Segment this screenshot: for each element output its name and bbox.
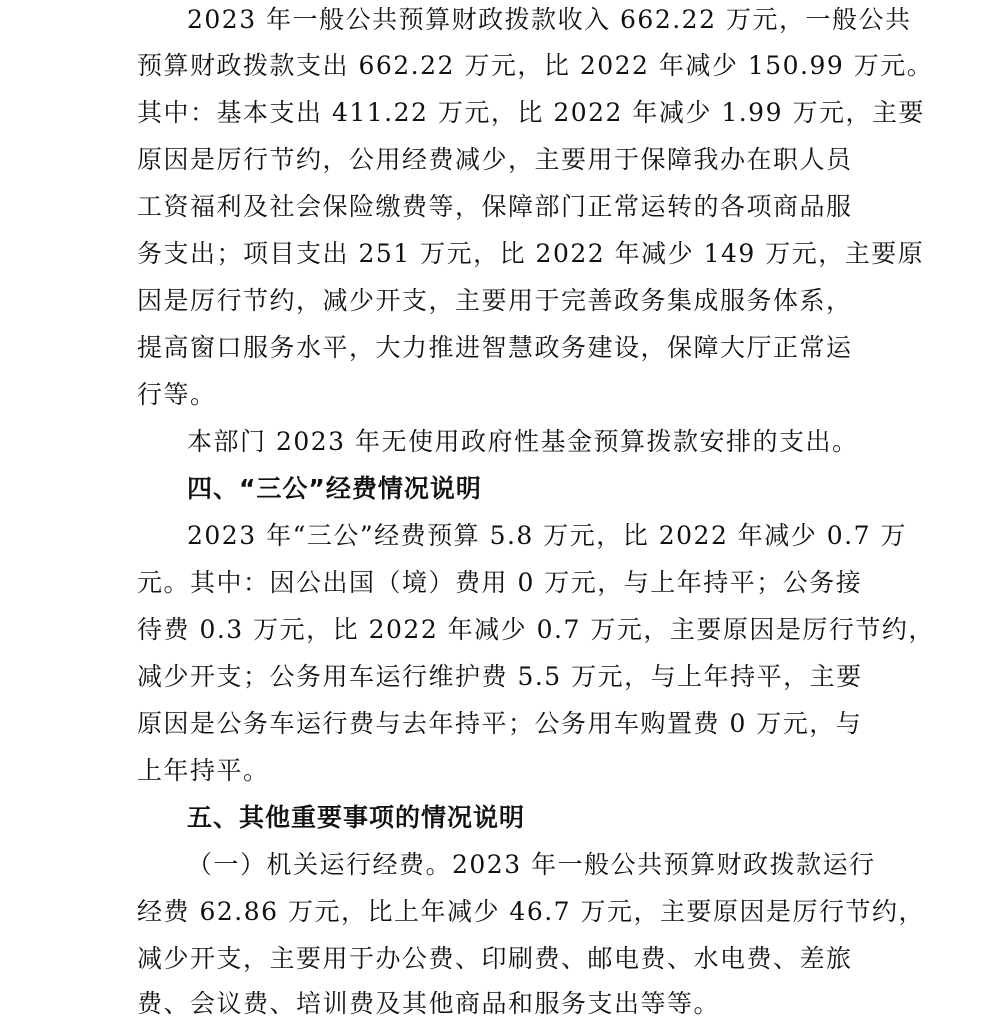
- paragraph-line: 因是厉行节约，减少开支，主要用于完善政务集成服务体系，: [137, 286, 853, 315]
- paragraph-line: 经费 62.86 万元，比上年减少 46.7 万元，主要原因是厉行节约，: [137, 897, 926, 926]
- paragraph-line: 2023 年“三公”经费预算 5.8 万元，比 2022 年减少 0.7 万: [187, 521, 907, 550]
- paragraph-line: 待费 0.3 万元，比 2022 年减少 0.7 万元，主要原因是厉行节约，: [137, 615, 935, 644]
- paragraph-line: 2023 年一般公共预算财政拨款收入 662.22 万元，一般公共: [187, 5, 912, 34]
- paragraph-line: 减少开支；公务用车运行维护费 5.5 万元，与上年持平，主要: [137, 662, 863, 691]
- paragraph-line: 减少开支，主要用于办公费、印刷费、邮电费、水电费、差旅: [137, 944, 853, 973]
- paragraph-line: 上年持平。: [137, 756, 270, 785]
- paragraph-line: 元。其中：因公出国（境）费用 0 万元，与上年持平；公务接: [137, 568, 863, 597]
- paragraph-line: 其中：基本支出 411.22 万元，比 2022 年减少 1.99 万元，主要: [137, 98, 925, 127]
- paragraph-line: 本部门 2023 年无使用政府性基金预算拨款安排的支出。: [187, 427, 859, 456]
- section-heading-five: 五、其他重要事项的情况说明: [187, 803, 526, 832]
- paragraph-line: 原因是厉行节约，公用经费减少，主要用于保障我办在职人员: [137, 145, 853, 174]
- paragraph-line: 费、会议费、培训费及其他商品和服务支出等等。: [137, 989, 721, 1018]
- section-heading-four: 四、“三公”经费情况说明: [187, 474, 482, 503]
- paragraph-line: （一）机关运行经费。2023 年一般公共预算财政拨款运行: [187, 850, 876, 879]
- paragraph-line: 务支出；项目支出 251 万元，比 2022 年减少 149 万元，主要原: [137, 239, 925, 268]
- paragraph-line: 原因是公务车运行费与去年持平；公务用车购置费 0 万元，与: [137, 709, 863, 738]
- paragraph-line: 行等。: [137, 380, 217, 409]
- paragraph-line: 提高窗口服务水平，大力推进智慧政务建设，保障大厅正常运: [137, 333, 853, 362]
- paragraph-line: 工资福利及社会保险缴费等，保障部门正常运转的各项商品服: [137, 192, 853, 221]
- paragraph-line: 预算财政拨款支出 662.22 万元，比 2022 年减少 150.99 万元。: [137, 51, 934, 80]
